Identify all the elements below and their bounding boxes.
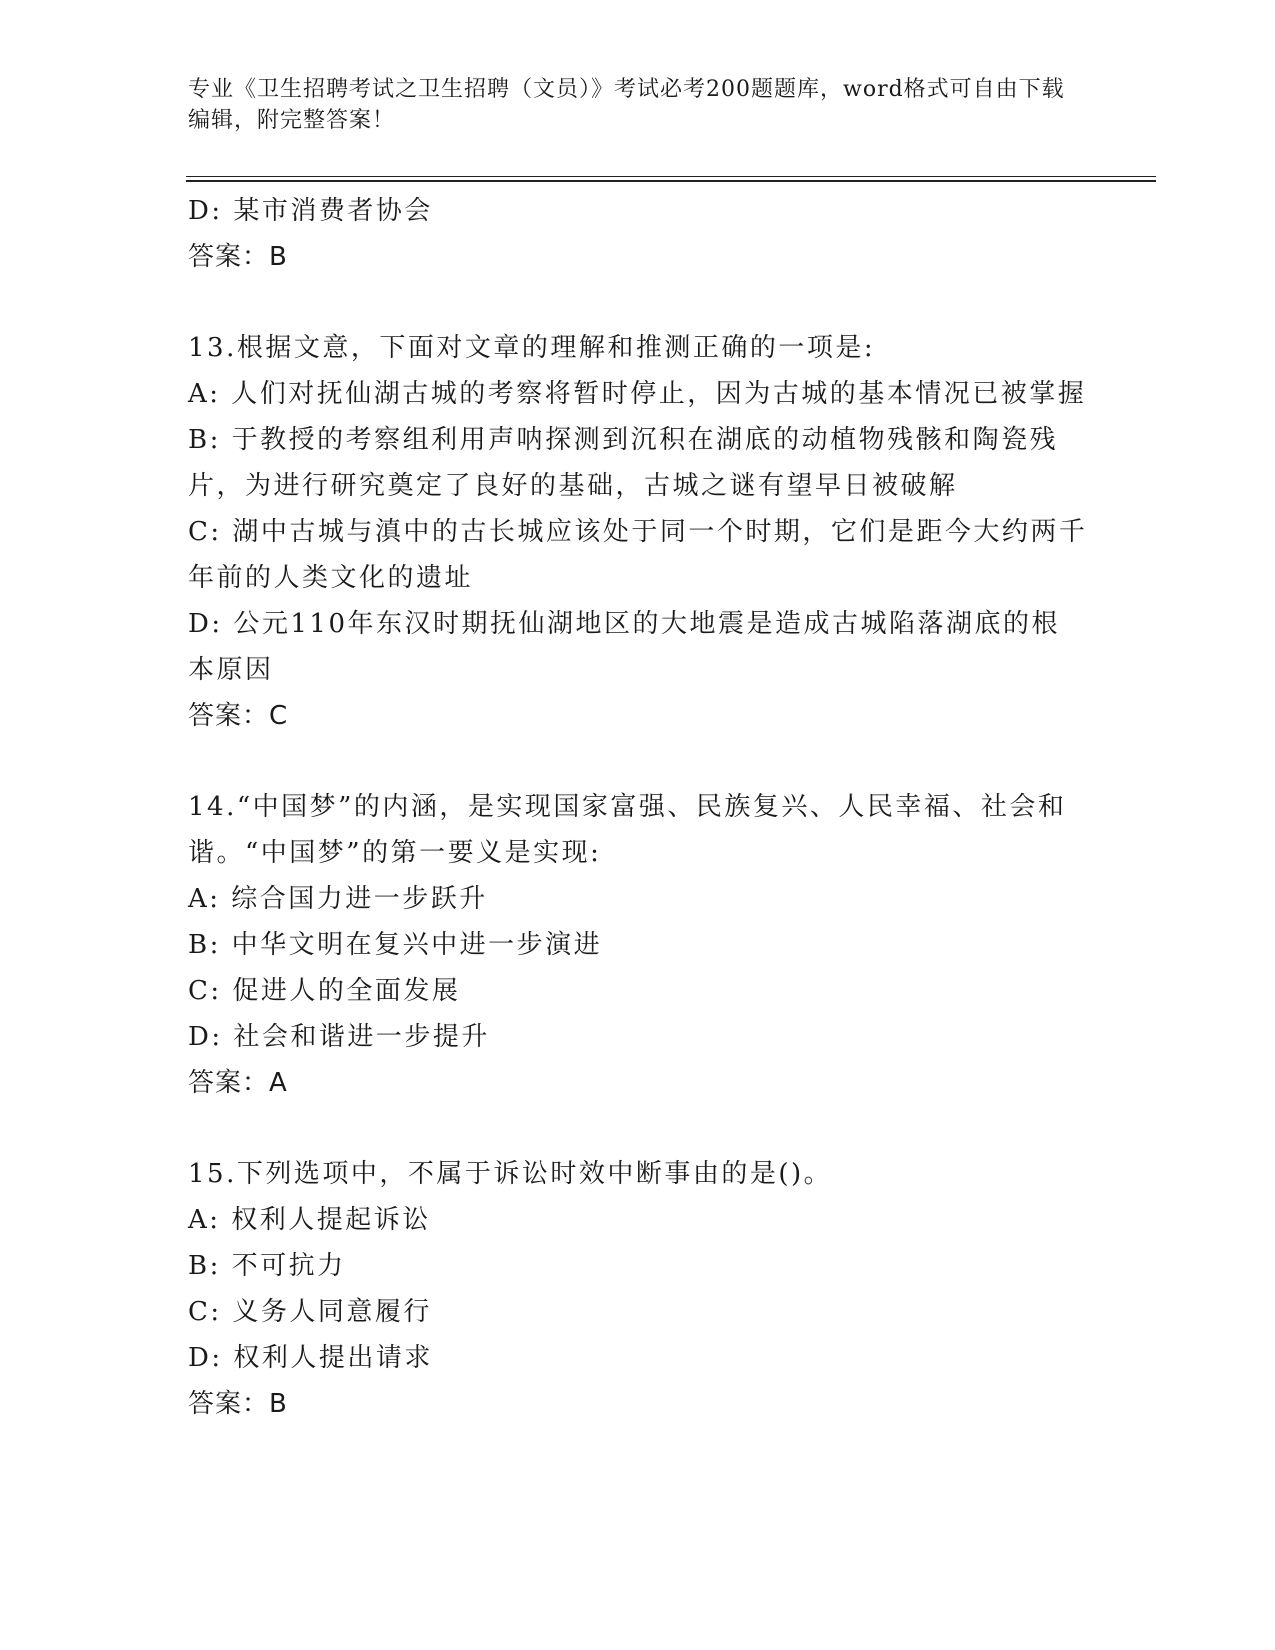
question-list [188,188,1088,1427]
spacer [188,280,1088,325]
question-stem: 15.下列选项中，不属于诉讼时效中断事由的是()。 [188,1159,833,1189]
option-d: D: 公元110年东汉时期抚仙湖地区的大地震是造成古城陷落湖底的根本原因 [188,609,1060,685]
option-a: A: 人们对抚仙湖古城的考察将暂时停止，因为古城的基本情况已被掌握 [188,379,1087,409]
answer-label: 答案：B [188,1389,288,1419]
question-14 [188,784,1088,1106]
header-divider-thin [186,176,1156,177]
answer-label: 答案：C [188,701,289,731]
question-13 [188,325,1088,739]
header-divider-thick [186,180,1156,182]
option-a: A: 综合国力进一步跃升 [188,884,488,914]
question-stem: 13.根据文意，下面对文章的理解和推测正确的一项是: [188,333,876,363]
option-a: A: 权利人提起诉讼 [188,1205,431,1235]
document-header: 专业《卫生招聘考试之卫生招聘（文员）》考试必考200题题库，word格式可自由下载编辑，附完整答案！ [188,77,1065,133]
answer-label: 答案：B [188,242,288,272]
option-b: B: 不可抗力 [188,1251,346,1281]
option-c: C: 湖中古城与滇中的古长城应该处于同一个时期，它们是距今大约两千年前的人类文化的遗址 [188,517,1088,593]
option-d: D: 某市消费者协会 [188,196,433,226]
spacer [188,739,1088,784]
spacer [188,1106,1088,1151]
option-d: D: 社会和谐进一步提升 [188,1022,490,1052]
option-b: B: 于教授的考察组利用声呐探测到沉积在湖底的动植物残骸和陶瓷残片，为进行研究奠定了良好的基础，古城之谜有望早日被破解 [188,425,1059,501]
question-12-tail [188,188,1088,280]
option-d: D: 权利人提出请求 [188,1343,433,1373]
question-stem: 14.“中国梦”的内涵，是实现国家富强、民族复兴、人民幸福、社会和谐。“中国梦”的第一要义是实现: [188,792,1067,868]
option-c: C: 促进人的全面发展 [188,976,461,1006]
question-15 [188,1151,1088,1427]
option-c: C: 义务人同意履行 [188,1297,432,1327]
answer-label: 答案：A [188,1068,288,1098]
option-b: B: 中华文明在复兴中进一步演进 [188,930,603,960]
